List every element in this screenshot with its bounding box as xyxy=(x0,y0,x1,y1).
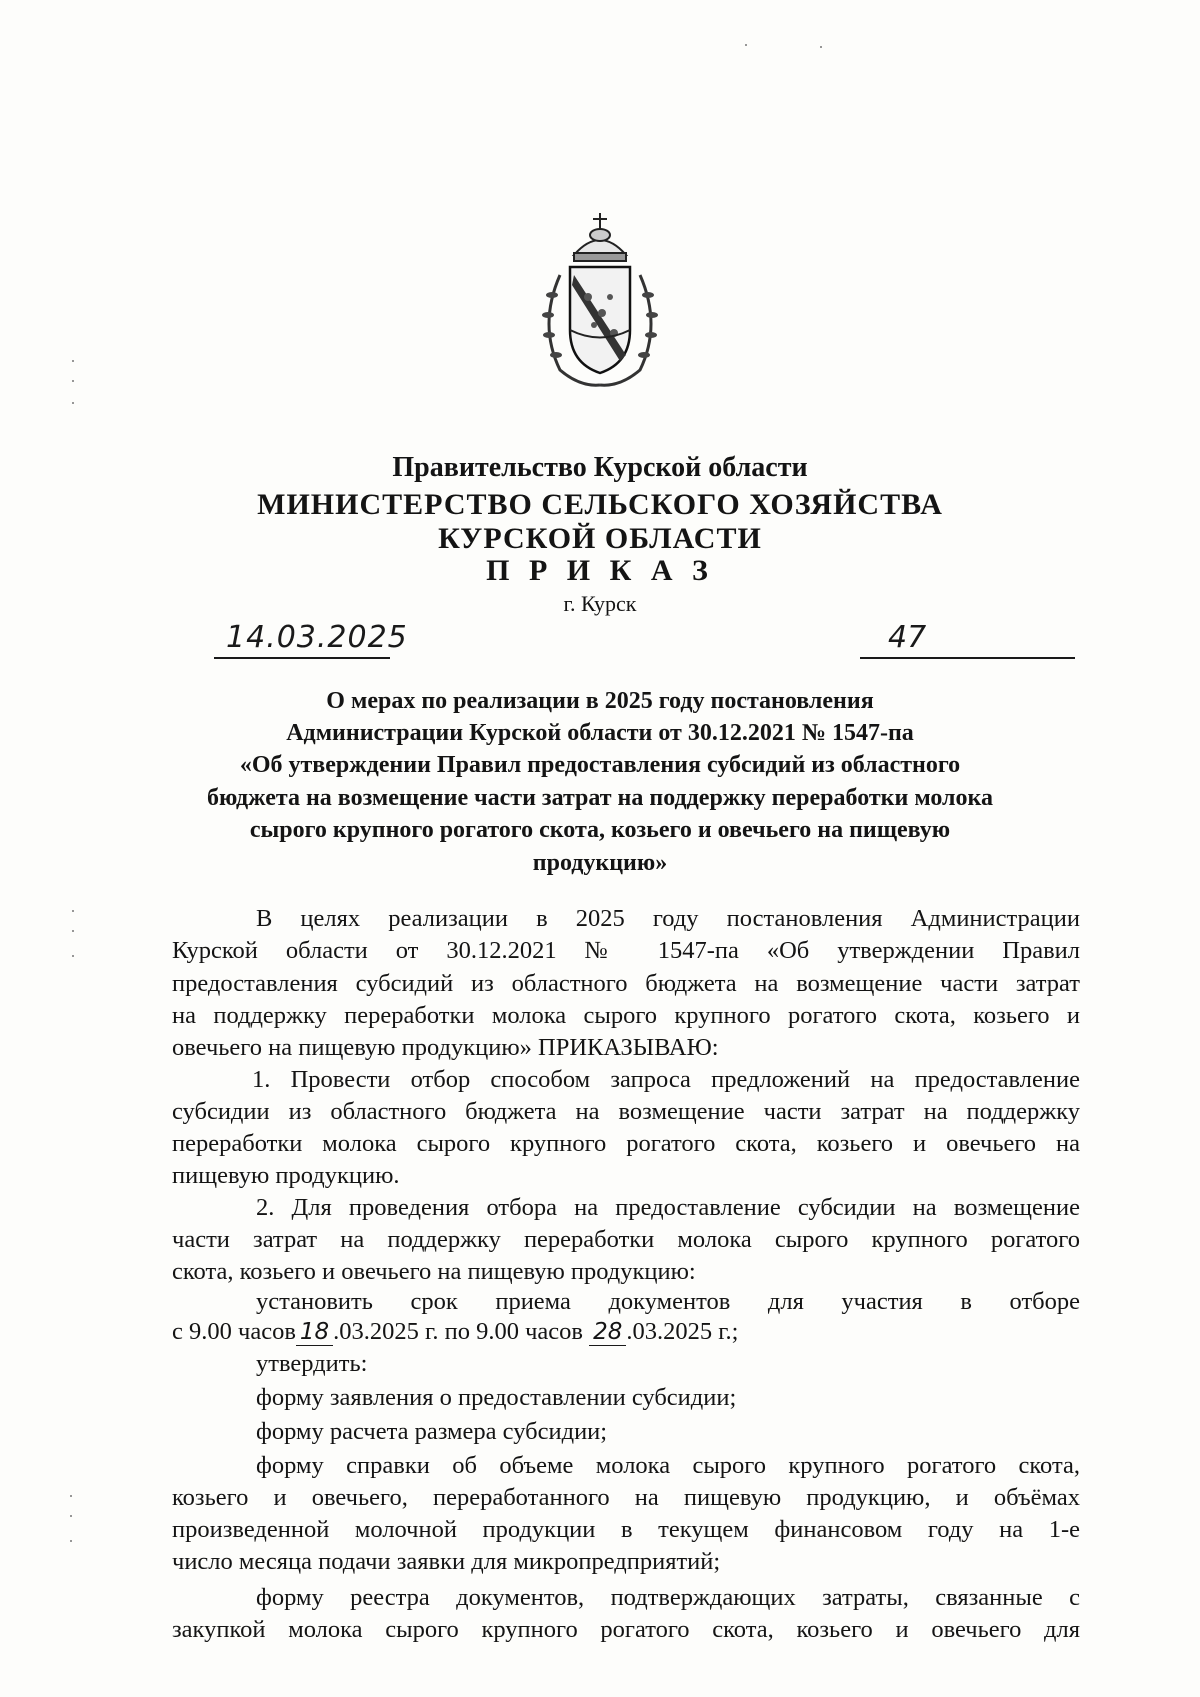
body-line: закупкой молока сырого крупного рогатого скота, козьего и овечьего для xyxy=(172,1616,1080,1643)
body-line: установить срок приема документов для участия в отборе xyxy=(256,1288,1080,1315)
scan-speck xyxy=(72,910,74,912)
scan-speck xyxy=(820,46,822,48)
body-line: 1. Провести отбор способом запроса предложений на предоставление xyxy=(252,1066,1080,1093)
deadline-start-day: 18 xyxy=(296,1319,333,1346)
title-line: Администрации Курской области от 30.12.2021 № 1547-па xyxy=(286,720,914,746)
body-line: скота, козьего и овечьего на пищевую продукцию: xyxy=(172,1258,696,1285)
deadline-prefix: с 9.00 часов xyxy=(172,1318,296,1345)
body-line: части затрат на поддержку переработки молока сырого крупного рогатого xyxy=(172,1226,1080,1253)
kursk-coat-of-arms-icon xyxy=(530,205,670,395)
document-type: П Р И К А З xyxy=(486,554,714,587)
body-line: форму расчета размера субсидии; xyxy=(256,1418,608,1445)
ministry-name-line2: КУРСКОЙ ОБЛАСТИ xyxy=(438,522,762,555)
body-line: овечьего на пищевую продукцию» ПРИКАЗЫВАЮ: xyxy=(172,1034,719,1061)
body-line: пищевую продукцию. xyxy=(172,1162,400,1189)
body-line: переработки молока сырого крупного рогатого скота, козьего и овечьего на xyxy=(172,1130,1080,1157)
body-line: форму заявления о предоставлении субсидии; xyxy=(256,1384,737,1411)
scan-speck xyxy=(72,380,74,382)
deadline-end-day: 28 xyxy=(589,1319,626,1346)
body-line: форму справки об объеме молока сырого крупного рогатого скота, xyxy=(256,1452,1080,1479)
order-date: 14.03.2025 xyxy=(226,620,408,655)
body-line: предоставления субсидий из областного бюджета на возмещение части затрат xyxy=(172,970,1080,997)
title-line: продукцию» xyxy=(532,850,668,876)
deadline-line xyxy=(172,1318,1080,1346)
title-line: бюджета на возмещение части затрат на поддержку переработки молока xyxy=(207,785,993,811)
scan-speck xyxy=(70,1495,72,1497)
body-line: 2. Для проведения отбора на предоставление субсидии на возмещение xyxy=(256,1194,1080,1221)
date-underline xyxy=(214,657,390,659)
number-underline xyxy=(860,657,1075,659)
scan-speck xyxy=(72,930,74,932)
body-line: утвердить: xyxy=(256,1350,368,1377)
scan-speck xyxy=(72,402,74,404)
body-line: на поддержку переработки молока сырого крупного рогатого скота, козьего и xyxy=(172,1002,1080,1029)
body-line: субсидии из областного бюджета на возмещение части затрат на поддержку xyxy=(172,1098,1080,1125)
deadline-start-rest: .03.2025 г. по 9.00 часов xyxy=(333,1318,583,1345)
scan-speck xyxy=(745,44,747,46)
body-line: форму реестра документов, подтверждающих затраты, связанные с xyxy=(256,1584,1080,1611)
ministry-name-line1: МИНИСТЕРСТВО СЕЛЬСКОГО ХОЗЯЙСТВА xyxy=(257,488,943,521)
city: г. Курск xyxy=(563,591,637,616)
scan-speck xyxy=(72,360,74,362)
scan-speck xyxy=(72,955,74,957)
body-line: козьего и овечьего, переработанного на пищевую продукцию, и объёмах xyxy=(172,1484,1080,1511)
title-line: «Об утверждении Правил предоставления субсидий из областного xyxy=(239,752,961,778)
body-line: В целях реализации в 2025 году постановления Администрации xyxy=(256,905,1080,932)
title-line: О мерах по реализации в 2025 году постановления xyxy=(326,688,874,714)
body-line: число месяца подачи заявки для микропредприятий; xyxy=(172,1548,721,1575)
government-name: Правительство Курской области xyxy=(392,452,808,483)
scan-speck xyxy=(70,1540,72,1542)
order-number: 47 xyxy=(888,620,927,655)
scan-speck xyxy=(70,1515,72,1517)
title-line: сырого крупного рогатого скота, козьего и овечьего на пищевую xyxy=(249,817,951,843)
deadline-end-rest: .03.2025 г.; xyxy=(626,1318,739,1345)
body-line: Курской области от 30.12.2021 № 1547-па «Об утверждении Правил xyxy=(172,937,1080,964)
body-line: произведенной молочной продукции в текущем финансовом году на 1-е xyxy=(172,1516,1080,1543)
